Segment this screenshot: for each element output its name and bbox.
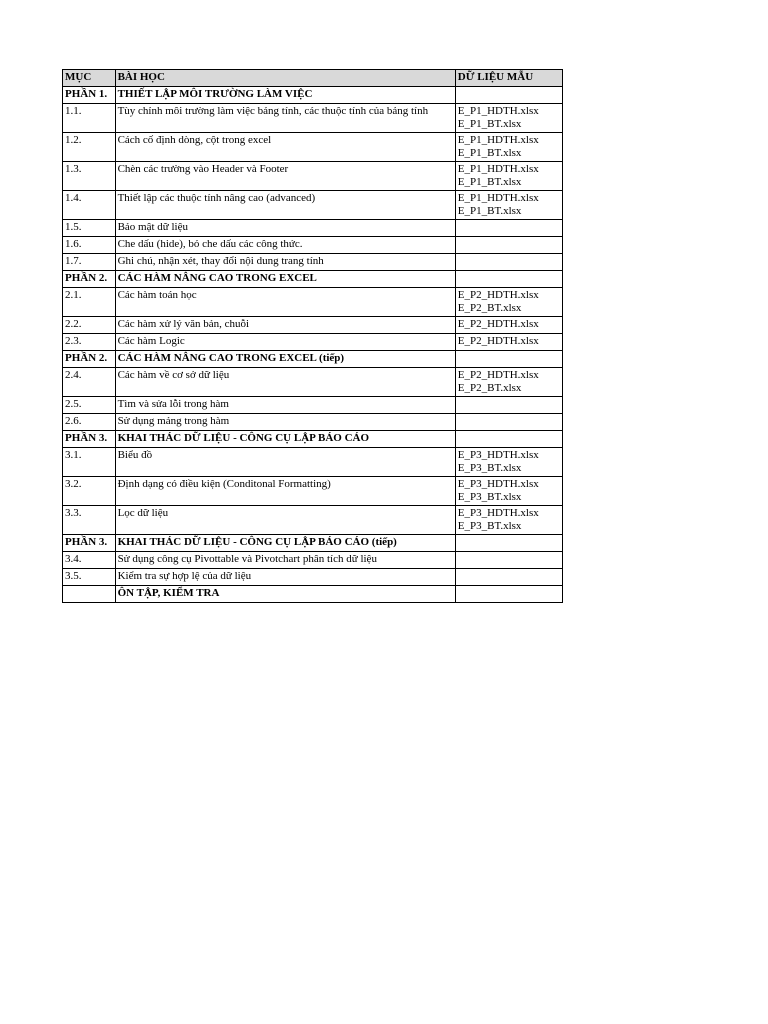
- cell-bai-hoc: Tìm và sửa lỗi trong hàm: [115, 397, 455, 414]
- file-name: E_P2_HDTH.xlsx: [457, 318, 539, 330]
- cell-du-lieu: [455, 506, 562, 535]
- table-row: [63, 506, 563, 535]
- section-row: [63, 431, 563, 448]
- cell-du-lieu: [455, 431, 562, 448]
- file-name: E_P3_HDTH.xlsx: [457, 507, 539, 519]
- cell-muc: PHẦN 3.: [63, 431, 116, 448]
- section-row: [63, 351, 563, 368]
- table-row: [63, 237, 563, 254]
- file-name: E_P1_BT.xlsx: [457, 176, 522, 188]
- cell-du-lieu: [455, 317, 562, 334]
- file-name: E_P3_BT.xlsx: [457, 462, 522, 474]
- cell-muc: 2.2.: [63, 317, 116, 334]
- file-name: E_P2_HDTH.xlsx: [457, 335, 539, 347]
- cell-muc: 3.5.: [63, 569, 116, 586]
- cell-bai-hoc: Các hàm về cơ sở dữ liệu: [115, 368, 455, 397]
- cell-muc: 2.3.: [63, 334, 116, 351]
- cell-muc: 3.3.: [63, 506, 116, 535]
- cell-du-lieu: [455, 535, 562, 552]
- cell-bai-hoc: Các hàm Logic: [115, 334, 455, 351]
- table-row: [63, 448, 563, 477]
- section-row: [63, 535, 563, 552]
- file-name: E_P1_BT.xlsx: [457, 118, 522, 130]
- file-name: E_P3_HDTH.xlsx: [457, 478, 539, 490]
- cell-du-lieu: [455, 552, 562, 569]
- cell-muc: 2.4.: [63, 368, 116, 397]
- file-name: E_P1_HDTH.xlsx: [457, 163, 539, 175]
- cell-du-lieu: [455, 254, 562, 271]
- cell-bai-hoc: KHAI THÁC DỮ LIỆU - CÔNG CỤ LẬP BÁO CÁO (tiếp): [115, 535, 455, 552]
- header-muc: MỤC: [63, 70, 116, 87]
- cell-bai-hoc: Các hàm toán học: [115, 288, 455, 317]
- file-name: E_P1_BT.xlsx: [457, 205, 522, 217]
- cell-muc: 3.1.: [63, 448, 116, 477]
- section-row: [63, 271, 563, 288]
- cell-muc: PHẦN 1.: [63, 87, 116, 104]
- cell-bai-hoc: Thiết lập các thuộc tính nâng cao (advanced): [115, 191, 455, 220]
- file-name: E_P2_HDTH.xlsx: [457, 369, 539, 381]
- cell-du-lieu: [455, 397, 562, 414]
- cell-muc: 1.6.: [63, 237, 116, 254]
- table-row: [63, 288, 563, 317]
- table-row: [63, 477, 563, 506]
- cell-bai-hoc: Các hàm xử lý văn bản, chuỗi: [115, 317, 455, 334]
- cell-du-lieu: [455, 368, 562, 397]
- curriculum-table: [62, 69, 563, 603]
- cell-bai-hoc: Tùy chỉnh môi trường làm việc bảng tính, các thuộc tính của bảng tính: [115, 104, 455, 133]
- cell-du-lieu: [455, 586, 562, 603]
- cell-du-lieu: [455, 569, 562, 586]
- file-name: E_P3_BT.xlsx: [457, 491, 522, 503]
- cell-bai-hoc: Sử dụng công cụ Pivottable và Pivotchart phân tích dữ liệu: [115, 552, 455, 569]
- cell-muc: PHẦN 3.: [63, 535, 116, 552]
- cell-du-lieu: [455, 448, 562, 477]
- cell-muc: 2.1.: [63, 288, 116, 317]
- header-bai-hoc: BÀI HỌC: [115, 70, 455, 87]
- section-row: [63, 87, 563, 104]
- cell-du-lieu: [455, 191, 562, 220]
- table-row: [63, 220, 563, 237]
- cell-muc: 1.5.: [63, 220, 116, 237]
- file-name: E_P1_BT.xlsx: [457, 147, 522, 159]
- table-row: [63, 254, 563, 271]
- cell-du-lieu: [455, 271, 562, 288]
- table-row: [63, 414, 563, 431]
- table-row: [63, 552, 563, 569]
- cell-bai-hoc: Chèn các trường vào Header và Footer: [115, 162, 455, 191]
- table-row: [63, 191, 563, 220]
- file-name: E_P1_HDTH.xlsx: [457, 105, 539, 117]
- cell-muc: 1.3.: [63, 162, 116, 191]
- cell-bai-hoc: Che dấu (hide), bỏ che dấu các công thức.: [115, 237, 455, 254]
- cell-bai-hoc: CÁC HÀM NÂNG CAO TRONG EXCEL (tiếp): [115, 351, 455, 368]
- table-body: [63, 70, 563, 603]
- file-name: E_P3_BT.xlsx: [457, 520, 522, 532]
- table-row: [63, 317, 563, 334]
- table-row: [63, 104, 563, 133]
- file-name: E_P2_HDTH.xlsx: [457, 289, 539, 301]
- table-row: [63, 368, 563, 397]
- cell-bai-hoc: Cách cố định dòng, cột trong excel: [115, 133, 455, 162]
- cell-bai-hoc: Ghi chú, nhận xét, thay đổi nội dung trang tính: [115, 254, 455, 271]
- cell-muc: PHẦN 2.: [63, 351, 116, 368]
- cell-du-lieu: [455, 162, 562, 191]
- cell-du-lieu: [455, 414, 562, 431]
- cell-bai-hoc: Kiểm tra sự hợp lệ của dữ liệu: [115, 569, 455, 586]
- cell-du-lieu: [455, 237, 562, 254]
- header-row: [63, 70, 563, 87]
- table-row: [63, 133, 563, 162]
- table-row: [63, 569, 563, 586]
- cell-du-lieu: [455, 220, 562, 237]
- cell-bai-hoc: Lọc dữ liệu: [115, 506, 455, 535]
- cell-du-lieu: [455, 133, 562, 162]
- cell-du-lieu: [455, 351, 562, 368]
- cell-muc: PHẦN 2.: [63, 271, 116, 288]
- cell-muc: 2.6.: [63, 414, 116, 431]
- cell-muc: 3.2.: [63, 477, 116, 506]
- cell-muc: 1.2.: [63, 133, 116, 162]
- cell-du-lieu: [455, 104, 562, 133]
- table-row: [63, 334, 563, 351]
- table-row: [63, 397, 563, 414]
- table-row: [63, 162, 563, 191]
- cell-du-lieu: [455, 288, 562, 317]
- cell-muc: 1.4.: [63, 191, 116, 220]
- file-name: E_P2_BT.xlsx: [457, 302, 522, 314]
- cell-du-lieu: [455, 477, 562, 506]
- cell-du-lieu: [455, 334, 562, 351]
- cell-du-lieu: [455, 87, 562, 104]
- cell-muc: 2.5.: [63, 397, 116, 414]
- cell-bai-hoc: Bảo mật dữ liệu: [115, 220, 455, 237]
- file-name: E_P2_BT.xlsx: [457, 382, 522, 394]
- header-du-lieu: DỮ LIỆU MẪU: [455, 70, 562, 87]
- section-row: [63, 586, 563, 603]
- cell-bai-hoc: Định dạng có điều kiện (Conditonal Formatting): [115, 477, 455, 506]
- cell-muc: 1.7.: [63, 254, 116, 271]
- cell-bai-hoc: THIẾT LẬP MÔI TRƯỜNG LÀM VIỆC: [115, 87, 455, 104]
- cell-bai-hoc: Biểu đồ: [115, 448, 455, 477]
- cell-bai-hoc: CÁC HÀM NÂNG CAO TRONG EXCEL: [115, 271, 455, 288]
- cell-muc: 3.4.: [63, 552, 116, 569]
- file-name: E_P3_HDTH.xlsx: [457, 449, 539, 461]
- file-name: E_P1_HDTH.xlsx: [457, 134, 539, 146]
- cell-muc: 1.1.: [63, 104, 116, 133]
- file-name: E_P1_HDTH.xlsx: [457, 192, 539, 204]
- cell-bai-hoc: Sử dụng mảng trong hàm: [115, 414, 455, 431]
- cell-bai-hoc: ÔN TẬP, KIỂM TRA: [115, 586, 455, 603]
- cell-muc: [63, 586, 116, 603]
- cell-bai-hoc: KHAI THÁC DỮ LIỆU - CÔNG CỤ LẬP BÁO CÁO: [115, 431, 455, 448]
